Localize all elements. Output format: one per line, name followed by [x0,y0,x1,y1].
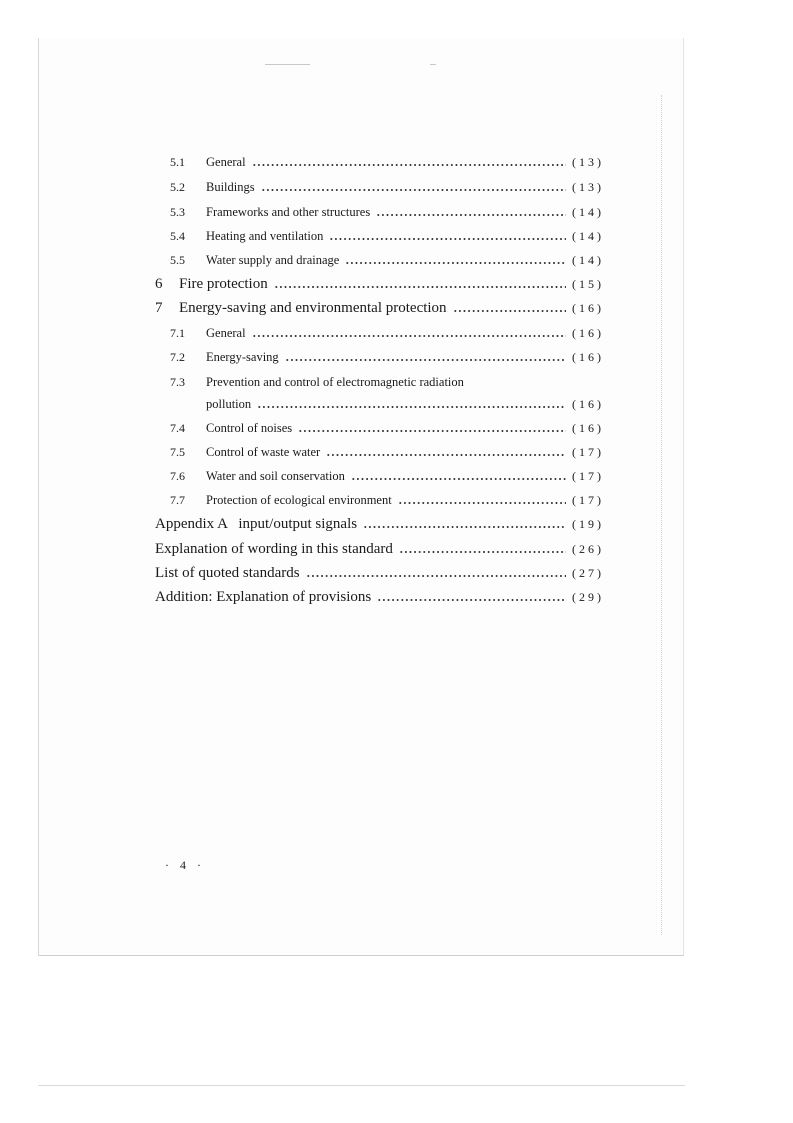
dot-leader [285,350,566,364]
toc-page-number: (16) [572,325,604,340]
toc-entry[interactable] [155,298,612,318]
toc-entry[interactable] [170,347,612,367]
toc-page-number: (26) [572,541,604,556]
toc-entry[interactable] [155,563,612,583]
toc-page-number: (13) [572,154,604,169]
dot-leader [398,493,566,507]
dot-leader [326,445,566,459]
toc-section-number: 5.1 [170,154,185,169]
toc-title: General [206,325,246,340]
toc-entry[interactable] [170,418,612,438]
toc-section-number: 7.3 [170,374,185,389]
toc-entry[interactable] [170,323,612,343]
dot-leader [298,421,566,435]
toc-section-number: 7.4 [170,420,185,435]
dot-leader [274,277,566,291]
toc-title: Control of noises [206,420,293,435]
toc-entry[interactable] [170,202,612,222]
toc-entry[interactable] [170,490,612,510]
toc-section-number: 7.7 [170,492,185,507]
toc-section-number: 7.5 [170,444,185,459]
toc-title: Water and soil conservation [206,468,345,483]
toc-title: Protection of ecological environment [206,492,392,507]
scan-speck [430,64,436,65]
toc-title: Energy-saving [206,349,279,364]
toc-page-number: (19) [572,516,604,531]
toc-title: Explanation of wording in this standard [155,540,393,557]
toc-entry[interactable] [170,442,612,462]
dot-leader [345,253,566,267]
toc-page-number: (17) [572,444,604,459]
toc-entry[interactable] [155,587,612,607]
dot-leader [252,326,566,340]
toc-section-number: 7.1 [170,325,185,340]
toc-page-number: (16) [572,420,604,435]
toc-page-number: (17) [572,468,604,483]
toc-title: Frameworks and other structures [206,204,371,219]
scan-speck [265,64,310,65]
toc-chapter-number: 7 [155,299,163,316]
dot-leader [376,205,566,219]
toc-page-number: (17) [572,492,604,507]
dot-leader [377,590,566,604]
toc-title: Control of waste water [206,444,321,459]
page-number: · 4 · [165,858,205,872]
toc-page-number: (29) [572,589,604,604]
toc-page-number: (15) [572,276,604,291]
scan-edge-artifact [661,95,662,935]
toc-page-number: (27) [572,565,604,580]
dot-leader [261,180,566,194]
toc-page-number: (14) [572,228,604,243]
toc-page-number: (13) [572,179,604,194]
toc-page-number: (14) [572,252,604,267]
toc-title: Heating and ventilation [206,228,324,243]
toc-page-number: (14) [572,204,604,219]
toc-title: Addition: Explanation of provisions [155,588,372,605]
dot-leader [306,566,566,580]
toc-entry[interactable] [170,152,612,172]
toc-section-number: 5.3 [170,204,185,219]
toc-title: List of quoted standards [155,564,300,581]
toc-entry-continuation[interactable] [206,394,612,414]
toc-title-continuation: pollution [206,396,252,411]
dot-leader [252,155,566,169]
toc-entry[interactable] [170,177,612,197]
dot-leader [399,542,566,556]
toc-title: Buildings [206,179,255,194]
dot-leader [453,301,566,315]
toc-page-number: (16) [572,349,604,364]
dot-leader [363,517,566,531]
toc-section-number: 5.4 [170,228,185,243]
toc-section-number: 7.2 [170,349,185,364]
toc-entry[interactable] [155,274,612,294]
toc-title: Appendix A input/output signals [155,515,358,532]
toc-page-number: (16) [572,396,604,411]
toc-title: Energy-saving and environmental protection [179,299,447,316]
toc-entry[interactable] [170,250,612,270]
toc-title: Prevention and control of electromagnetic radiation [206,374,464,389]
dot-leader [329,229,566,243]
toc-chapter-number: 6 [155,275,163,292]
dot-leader [257,397,566,411]
toc-title: General [206,154,246,169]
toc-page-number: (16) [572,300,604,315]
toc-entry[interactable] [170,226,612,246]
toc-entry[interactable] [170,466,612,486]
page-divider [38,1085,685,1086]
toc-section-number: 7.6 [170,468,185,483]
toc-section-number: 5.5 [170,252,185,267]
toc-section-number: 5.2 [170,179,185,194]
toc-entry[interactable] [155,514,612,534]
toc-entry[interactable] [155,539,612,559]
toc-entry[interactable] [170,372,612,392]
toc-title: Water supply and drainage [206,252,340,267]
dot-leader [351,469,566,483]
toc-title: Fire protection [179,275,268,292]
